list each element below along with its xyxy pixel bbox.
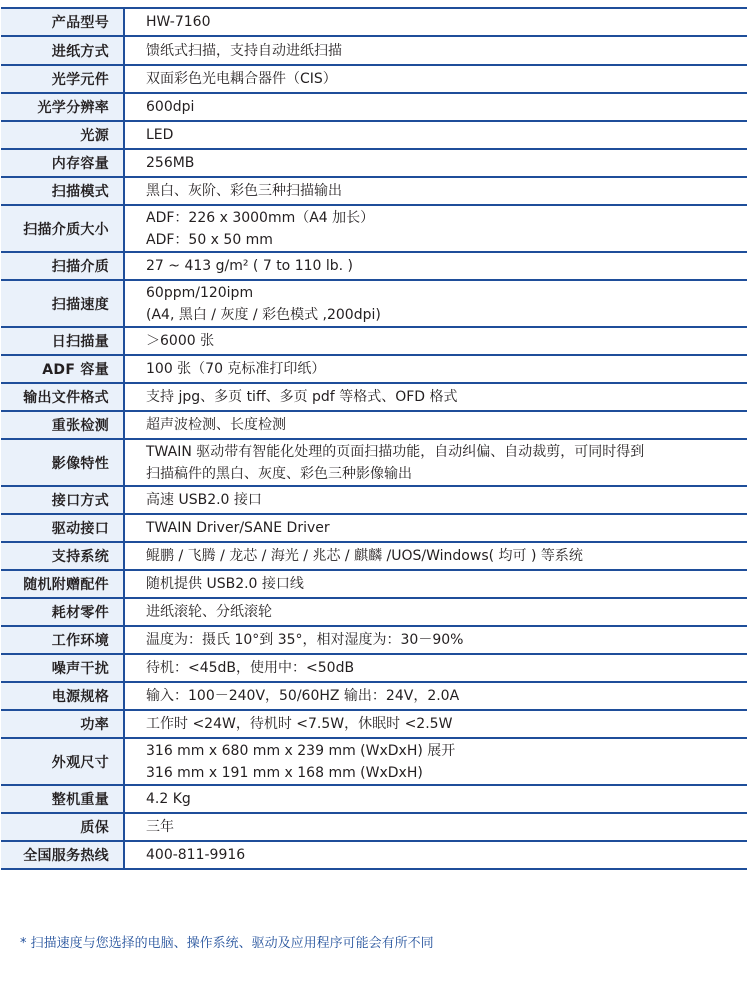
spec-value-line: 待机：<45dB，使用中：<50dB <box>146 660 355 676</box>
spec-value-line: HW-7160 <box>146 14 211 30</box>
spec-label: 全国服务热线 <box>1 842 125 868</box>
spec-label: 扫描介质 <box>1 253 125 279</box>
spec-row <box>1 354 747 382</box>
spec-value <box>125 440 747 485</box>
spec-value <box>125 842 747 868</box>
spec-value-line: TWAIN 驱动带有智能化处理的页面扫描功能，自动纠偏、自动裁剪，可同时得到 <box>146 443 645 460</box>
spec-label: 扫描模式 <box>1 178 125 204</box>
spec-value-line: 进纸滚轮、分纸滚轮 <box>146 604 272 620</box>
spec-table <box>1 7 747 870</box>
spec-value <box>125 178 747 204</box>
spec-row <box>1 541 747 569</box>
spec-row <box>1 7 747 35</box>
spec-label: 光学分辨率 <box>1 94 125 120</box>
spec-label: 光学元件 <box>1 66 125 92</box>
footnote: * 扫描速度与您选择的电脑、操作系统、驱动及应用程序可能会有所不同 <box>20 936 434 951</box>
spec-row <box>1 485 747 513</box>
spec-label: 影像特性 <box>1 440 125 485</box>
spec-value-line: (A4, 黑白 / 灰度 / 彩色模式 ,200dpi) <box>146 306 381 323</box>
spec-row <box>1 597 747 625</box>
spec-value-line: 温度为：摄氏 10°到 35°，相对湿度为：30－90% <box>146 632 464 648</box>
spec-value <box>125 356 747 382</box>
spec-row <box>1 35 747 64</box>
spec-row <box>1 737 747 784</box>
spec-label: 内存容量 <box>1 150 125 176</box>
spec-value-line: 400-811-9916 <box>146 847 246 863</box>
spec-value <box>125 412 747 438</box>
spec-label: 重张检测 <box>1 412 125 438</box>
spec-row <box>1 92 747 120</box>
spec-value-line: TWAIN Driver/SANE Driver <box>146 520 330 536</box>
spec-value-line: 27 ~ 413 g/m² ( 7 to 110 lb. ) <box>146 258 354 274</box>
spec-value <box>125 206 747 251</box>
spec-value <box>125 37 747 64</box>
spec-value-line: 316 mm x 680 mm x 239 mm (WxDxH) 展开 <box>146 742 456 759</box>
spec-label: 支持系统 <box>1 543 125 569</box>
spec-value-line: 支持 jpg、多页 tiff、多页 pdf 等格式、OFD 格式 <box>146 389 458 405</box>
spec-value-line: 工作时 <24W，待机时 <7.5W，休眠时 <2.5W <box>146 716 453 732</box>
spec-value-line: ＞6000 张 <box>146 333 215 349</box>
spec-label: 扫描速度 <box>1 281 125 326</box>
spec-value <box>125 253 747 279</box>
spec-value-line: 扫描稿件的黑白、灰度、彩色三种影像输出 <box>146 465 412 482</box>
spec-value <box>125 739 747 784</box>
spec-row <box>1 812 747 840</box>
spec-label: 驱动接口 <box>1 515 125 541</box>
spec-value <box>125 599 747 625</box>
spec-label: 扫描介质大小 <box>1 206 125 251</box>
spec-value <box>125 627 747 653</box>
spec-value <box>125 655 747 681</box>
spec-value-line: 100 张（70 克标准打印纸） <box>146 361 326 377</box>
spec-row <box>1 382 747 410</box>
spec-label: 输出文件格式 <box>1 384 125 410</box>
spec-label: 整机重量 <box>1 786 125 812</box>
spec-label: 功率 <box>1 711 125 737</box>
spec-label: 随机附赠配件 <box>1 571 125 597</box>
spec-value-line: 双面彩色光电耦合器件（CIS） <box>146 71 337 87</box>
spec-value <box>125 487 747 513</box>
spec-value-line: 316 mm x 191 mm x 168 mm (WxDxH) <box>146 764 423 781</box>
spec-label: 质保 <box>1 814 125 840</box>
spec-value <box>125 150 747 176</box>
spec-row <box>1 569 747 597</box>
spec-row <box>1 176 747 204</box>
spec-value <box>125 94 747 120</box>
spec-value <box>125 328 747 354</box>
spec-row <box>1 438 747 485</box>
spec-row <box>1 513 747 541</box>
spec-row <box>1 709 747 737</box>
spec-row <box>1 653 747 681</box>
spec-value-line: 输入：100－240V，50/60HZ 输出：24V，2.0A <box>146 688 460 704</box>
spec-row <box>1 204 747 251</box>
spec-value-line: 超声波检测、长度检测 <box>146 417 286 433</box>
spec-value <box>125 571 747 597</box>
spec-label: 电源规格 <box>1 683 125 709</box>
spec-value-line: LED <box>146 127 174 143</box>
spec-value-line: 馈纸式扫描，支持自动进纸扫描 <box>146 42 342 59</box>
spec-value-line: 256MB <box>146 155 195 171</box>
spec-label: 接口方式 <box>1 487 125 513</box>
spec-value <box>125 515 747 541</box>
spec-row <box>1 64 747 92</box>
spec-label: 工作环境 <box>1 627 125 653</box>
spec-label: ADF 容量 <box>1 356 125 382</box>
spec-label: 进纸方式 <box>1 37 125 64</box>
spec-value-line: 高速 USB2.0 接口 <box>146 492 262 508</box>
spec-value <box>125 66 747 92</box>
spec-value-line: 三年 <box>146 819 174 835</box>
spec-value-line: 鲲鹏 / 飞腾 / 龙芯 / 海光 / 兆芯 / 麒麟 /UOS/Windows( 均可 ) 等系统 <box>146 548 583 564</box>
spec-row <box>1 410 747 438</box>
spec-value <box>125 281 747 326</box>
spec-label: 产品型号 <box>1 9 125 35</box>
spec-value <box>125 543 747 569</box>
spec-row <box>1 326 747 354</box>
spec-label: 外观尺寸 <box>1 739 125 784</box>
spec-value-line: 60ppm/120ipm <box>146 284 254 301</box>
spec-row <box>1 784 747 812</box>
spec-label: 日扫描量 <box>1 328 125 354</box>
spec-row <box>1 840 747 870</box>
spec-row <box>1 148 747 176</box>
spec-row <box>1 681 747 709</box>
spec-value <box>125 683 747 709</box>
spec-row <box>1 251 747 279</box>
spec-value-line: ADF：226 x 3000mm（A4 加长） <box>146 209 375 226</box>
spec-row <box>1 625 747 653</box>
spec-value-line: ADF：50 x 50 mm <box>146 231 273 248</box>
spec-value <box>125 711 747 737</box>
spec-value <box>125 9 747 35</box>
spec-value <box>125 786 747 812</box>
spec-value <box>125 122 747 148</box>
spec-label: 光源 <box>1 122 125 148</box>
spec-value <box>125 814 747 840</box>
spec-label: 噪声干扰 <box>1 655 125 681</box>
spec-value-line: 黑白、灰阶、彩色三种扫描输出 <box>146 183 342 199</box>
spec-value <box>125 384 747 410</box>
spec-label: 耗材零件 <box>1 599 125 625</box>
spec-row <box>1 120 747 148</box>
spec-value-line: 随机提供 USB2.0 接口线 <box>146 576 304 592</box>
spec-value-line: 4.2 Kg <box>146 791 191 807</box>
spec-value-line: 600dpi <box>146 99 195 115</box>
spec-row <box>1 279 747 326</box>
